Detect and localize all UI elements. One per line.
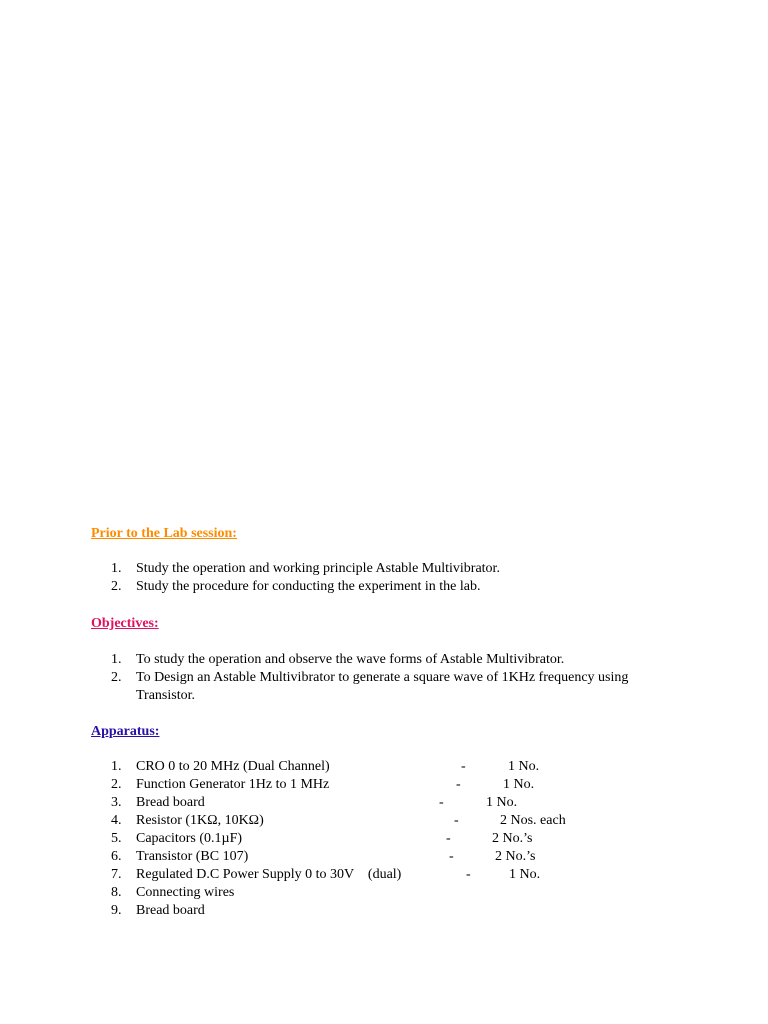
apparatus-heading: Apparatus:	[91, 724, 160, 739]
item-text: Connecting wires	[136, 885, 235, 900]
item-text: CRO 0 to 20 MHz (Dual Channel)	[136, 759, 330, 774]
item-dash: -	[449, 849, 454, 864]
item-dash: -	[446, 831, 451, 846]
item-text: To Design an Astable Multivibrator to generate a square wave of 1KHz frequency using Transistor.	[136, 670, 629, 703]
item-dash: -	[461, 759, 466, 774]
item-quantity: 1 No.	[508, 759, 540, 774]
item-quantity: 2 No.’s	[495, 849, 536, 864]
item-number: 5.	[111, 831, 122, 846]
item-dash: -	[454, 813, 459, 828]
item-text: Bread board	[136, 903, 205, 918]
item-number: 8.	[111, 885, 122, 900]
item-text: Function Generator 1Hz to 1 MHz	[136, 777, 330, 792]
item-number: 6.	[111, 849, 122, 864]
item-dash: -	[439, 795, 444, 810]
item-number: 1.	[111, 561, 122, 576]
item-text: Transistor (BC 107)	[136, 849, 249, 864]
item-dash: -	[466, 867, 471, 882]
item-number: 2.	[111, 777, 122, 792]
item-text: Resistor (1KΩ, 10KΩ)	[136, 813, 264, 828]
item-text: To study the operation and observe the wave forms of Astable Multivibrator.	[136, 652, 565, 667]
item-number: 2.	[111, 579, 122, 594]
item-quantity: 1 No.	[509, 867, 541, 882]
item-number: 1.	[111, 759, 122, 774]
item-text: Regulated D.C Power Supply 0 to 30V (dual)	[136, 867, 402, 882]
objectives-heading: Objectives:	[91, 616, 159, 631]
item-text: Study the procedure for conducting the experiment in the lab.	[136, 579, 481, 594]
item-quantity: 1 No.	[486, 795, 518, 810]
item-dash: -	[456, 777, 461, 792]
item-number: 4.	[111, 813, 122, 828]
item-number: 1.	[111, 652, 122, 667]
item-quantity: 1 No.	[503, 777, 535, 792]
item-quantity: 2 Nos. each	[500, 813, 566, 828]
item-text: Bread board	[136, 795, 205, 810]
item-number: 7.	[111, 867, 122, 882]
item-number: 9.	[111, 903, 122, 918]
item-text: Study the operation and working principle Astable Multivibrator.	[136, 561, 500, 576]
item-number: 2.	[111, 670, 122, 685]
item-text: Capacitors (0.1µF)	[136, 831, 243, 846]
prior-heading: Prior to the Lab session:	[91, 526, 237, 541]
item-quantity: 2 No.’s	[492, 831, 533, 846]
item-number: 3.	[111, 795, 122, 810]
